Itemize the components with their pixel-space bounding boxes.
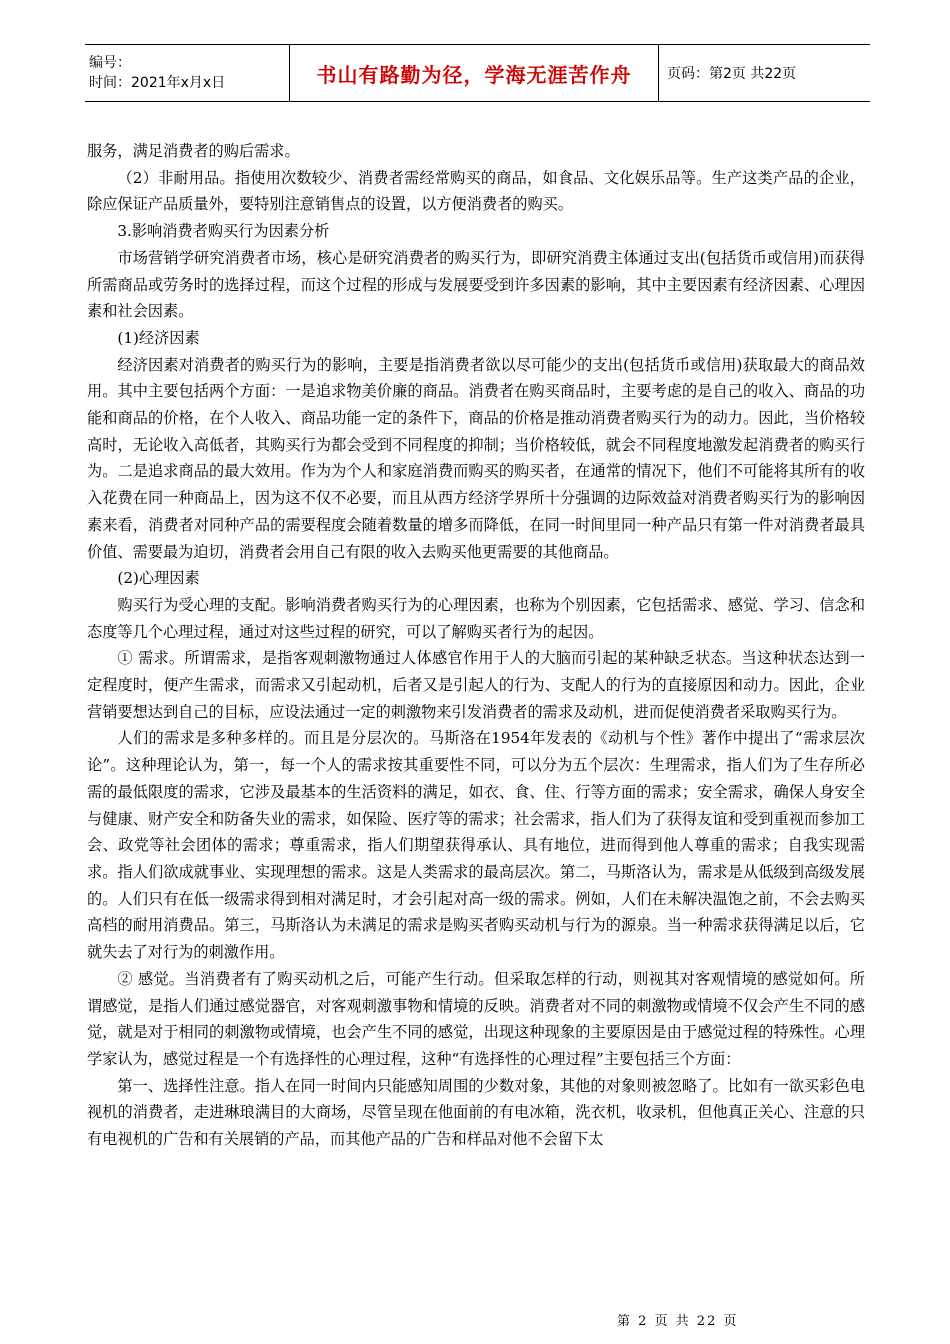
document-date: 时间：2021年x月x日 <box>89 75 226 91</box>
body-paragraph: ① 需求。所谓需求，是指客观刺激物通过人体感官作用于人的大脑而引起的某种缺乏状态。当这种状态达到一定程度时，便产生需求，而需求又引起动机，后者又是引起人的行为、支配人的行为的直接原因和动力。因此，企业营销要想达到自己的目标，应设法通过一定的刺激物来引发消费者的需求及动机，进而促使消费者采取购买行为。 <box>87 649 865 721</box>
document-body <box>87 138 865 1153</box>
body-paragraph: 人们的需求是多种多样的。而且是分层次的。马斯洛在1954年发表的《动机与个性》著作中提出了“需求层次论”。这种理论认为，第一，每一个人的需求按其重要性不同，可以分为五个层次：生理需求，指人们为了生存所必需的最低限度的需求，它涉及最基本的生活资料的满足，如衣、食、住、行等方面的需求；安全需求，确保人身安全与健康、财产安全和防备失业的需求，如保险、医疗等的需求；社会需求，指人们为了获得友谊和受到重视而参加工会、政党等社会团体的需求；尊重需求，指人们期望获得承认、具有地位，进而得到他人尊重的需求；自我实现需求。指人们欲成就事业、实现理想的需求。这是人类需求的最高层次。第二，马斯洛认为，需求是从低级到高级发展的。人们只有在低一级需求得到相对满足时，才会引起对高一级的需求。例如，人们在未解决温饱之前，不会去购买高档的耐用消费品。第三，马斯洛认为未满足的需求是购买者购买动机与行为的源泉。当一种需求获得满足以后，它就失去了对行为的刺激作用。 <box>87 729 865 962</box>
page-header <box>85 44 870 102</box>
body-paragraph: 3.影响消费者购买行为因素分析 <box>117 222 330 241</box>
body-paragraph: 服务，满足消费者的购后需求。 <box>87 142 300 160</box>
header-page-cell <box>659 45 870 101</box>
header-meta <box>85 45 289 101</box>
body-paragraph: 经济因素对消费者的购买行为的影响，主要是指消费者欲以尽可能少的支出(包括货币或信用)获取最大的商品效用。其中主要包括两个方面：一是追求物美价廉的商品。消费者在购买商品时，主要考虑的是自己的收入、商品的功能和商品的价格，在个人收入、商品功能一定的条件下，商品的价格是推动消费者购买行为的动力。因此，当价格较高时，无论收入高低者，其购买行为都会受到不同程度的抑制；当价格较低，就会不同程度地激发起消费者的购买行为。二是追求商品的最大效用。作为为个人和家庭消费而购买的购买者，在通常的情况下，他们不可能将其所有的收入花费在同一种商品上，因为这不仅不必要，而且从西方经济学界所十分强调的边际效益对消费者购买行为的影响因素来看，消费者对同种产品的需要程度会随着数量的增多而降低，在同一时间里同一种产品只有第一件对消费者最具价值、需要最为迫切，消费者会用自己有限的收入去购买他更需要的其他商品。 <box>87 355 865 561</box>
header-motto-cell <box>289 45 659 101</box>
page-footer: 第 2 页 共 22 页 <box>617 1314 739 1329</box>
body-paragraph: （2）非耐用品。指使用次数较少、消费者需经常购买的商品，如食品、文化娱乐品等。生产这类产品的企业，除应保证产品质量外，要特别注意销售点的设置，以方便消费者的购买。 <box>87 168 865 214</box>
body-paragraph: 第一、选择性注意。指人在同一时间内只能感知周围的少数对象，其他的对象则被忽略了。比如有一欲买彩色电视机的消费者，走进琳琅满目的大商场，尽管呈现在他面前的有电冰箱，洗衣机，收录机，但他真正关心、注意的只有电视机的广告和有关展销的产品，而其他产品的广告和样品对他不会留下太 <box>87 1076 865 1149</box>
body-paragraph: 购买行为受心理的支配。影响消费者购买行为的心理因素，也称为个别因素，它包括需求、感觉、学习、信念和态度等几个心理过程，通过对这些过程的研究，可以了解购买者行为的起因。 <box>87 595 865 641</box>
header-page-number: 页码：第2页 共22页 <box>667 66 797 82</box>
body-paragraph: (1)经济因素 <box>117 328 200 347</box>
body-paragraph: 市场营销学研究消费者市场，核心是研究消费者的购买行为，即研究消费主体通过支出(包括货币或信用)而获得所需商品或劳务时的选择过程，而这个过程的形成与发展要受到许多因素的影响，其中主要因素有经济因素、心理因素和社会因素。 <box>87 248 865 321</box>
body-paragraph: (2)心理因素 <box>117 569 200 588</box>
header-motto: 书山有路勤为径，学海无涯苦作舟 <box>316 62 632 87</box>
body-paragraph: ② 感觉。当消费者有了购买动机之后，可能产生行动。但采取怎样的行动，则视其对客观情境的感觉如何。所谓感觉，是指人们通过感觉器官，对客观刺激事物和情境的反映。消费者对不同的刺激物或情境不仅会产生不同的感觉，就是对于相同的刺激物或情境，也会产生不同的感觉，出现这种现象的主要原因是由于感觉过程的特殊性。心理学家认为，感觉过程是一个有选择性的心理过程，这种“有选择性的心理过程”主要包括三个方面： <box>87 969 865 1068</box>
document-number: 编号： <box>89 55 131 71</box>
